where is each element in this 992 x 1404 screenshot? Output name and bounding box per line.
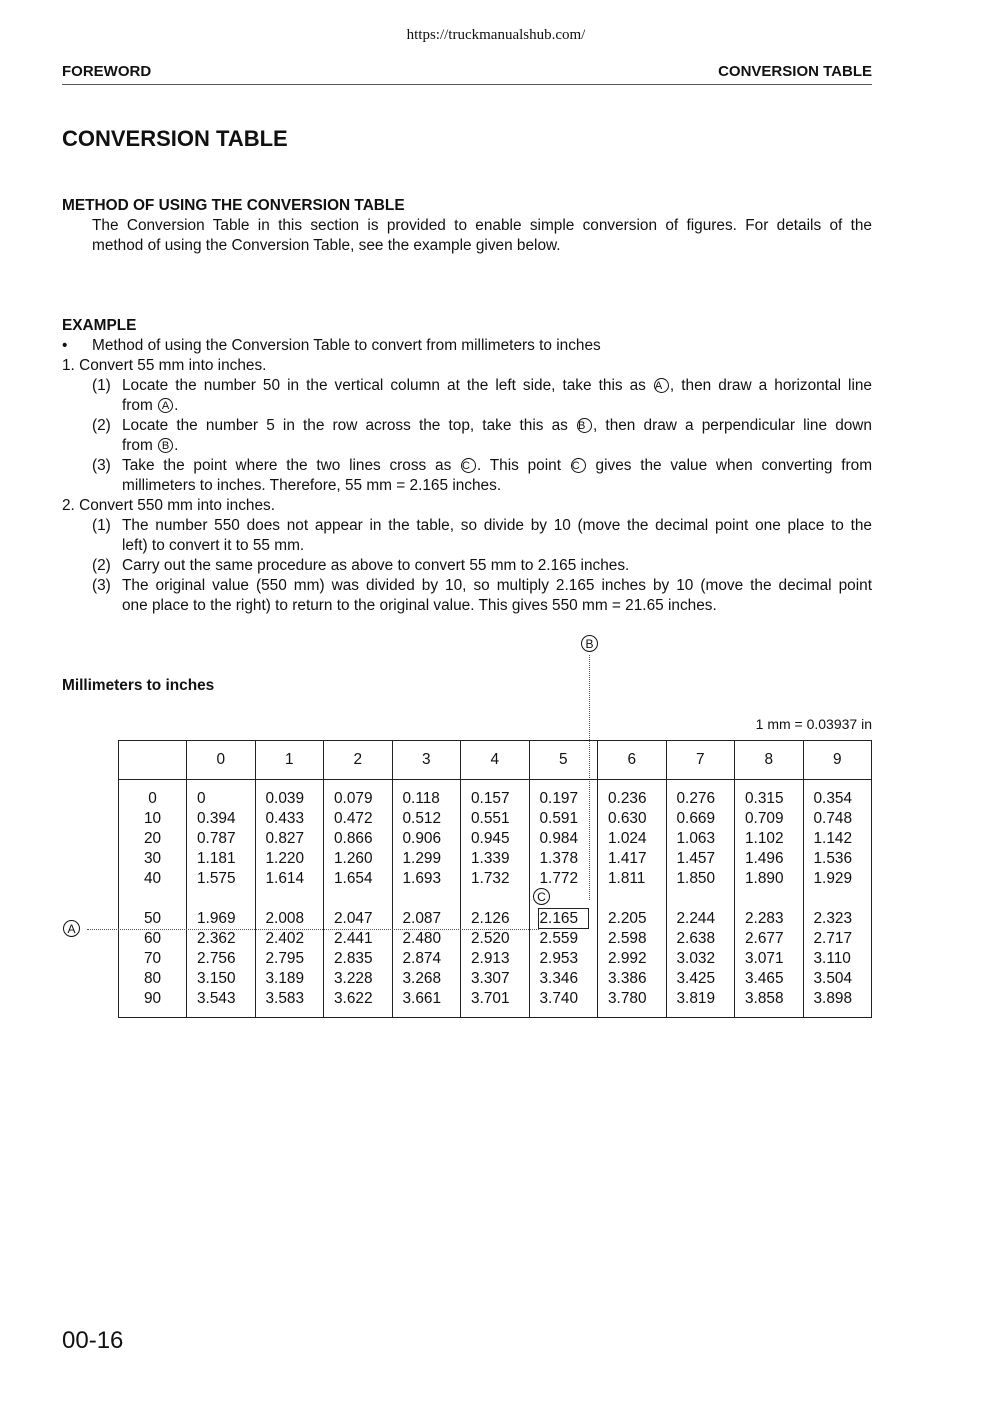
step-2-1-line2: left) to convert it to 55 mm. — [122, 537, 305, 554]
inch-value-r4-c2: 1.654 — [334, 870, 373, 887]
inch-value-r1-c2: 0.472 — [334, 810, 373, 827]
step-1-2-line2 — [122, 437, 178, 455]
row-gap — [471, 889, 529, 909]
inch-value-r6-c9: 2.717 — [813, 930, 853, 947]
step-1-3-text-c: gives the value when converting from — [595, 457, 873, 474]
inch-value-r1-c8: 0.709 — [745, 810, 784, 827]
inch-value-r9-c3: 3.661 — [402, 990, 442, 1007]
row-gap — [334, 889, 392, 909]
row-gap — [403, 889, 461, 909]
inch-value-r6-c1: 2.402 — [265, 930, 305, 947]
mm-value-2: 20 — [143, 830, 162, 847]
column-header-1: 1 — [255, 741, 324, 780]
step-2-title: 2. Convert 550 mm into inches. — [62, 497, 276, 514]
inch-value-r7-c5: 2.953 — [539, 950, 579, 967]
step-1-2-line1 — [122, 417, 872, 435]
inch-value-r1-c6: 0.630 — [608, 810, 647, 827]
step-2-1-number: (1) — [92, 517, 111, 534]
inch-value-r8-c6: 3.386 — [608, 970, 647, 987]
conversion-factor: 1 mm = 0.03937 in — [755, 716, 872, 732]
inch-value-r0-c5: 0.197 — [539, 790, 579, 807]
inch-value-r0-c4: 0.157 — [471, 790, 510, 807]
inch-value-r1-c5: 0.591 — [539, 810, 579, 827]
inch-value-r6-c2: 2.441 — [334, 930, 373, 947]
mm-value-7: 70 — [143, 950, 162, 967]
inch-value-r0-c7: 0.276 — [676, 790, 716, 807]
mm-column — [119, 780, 187, 1018]
value-column-6 — [598, 780, 667, 1018]
inch-value-r9-c6: 3.780 — [608, 990, 647, 1007]
inch-value-r5-c1: 2.008 — [265, 910, 305, 927]
inch-value-r4-c6: 1.811 — [608, 870, 646, 887]
example-bullet-text: Method of using the Conversion Table to convert from millimeters to inches — [92, 337, 601, 354]
column-header-6: 6 — [598, 741, 667, 780]
marker-a: A — [63, 920, 80, 937]
inch-value-r3-c9: 1.536 — [813, 850, 853, 867]
inch-value-r9-c0: 3.543 — [197, 990, 236, 1007]
inch-value-r7-c9: 3.110 — [813, 950, 851, 967]
row-gap — [266, 889, 324, 909]
inch-value-r1-c4: 0.551 — [471, 810, 510, 827]
mm-value-5: 50 — [143, 910, 162, 927]
step-2-3-number: (3) — [92, 577, 111, 594]
inch-value-r6-c6: 2.598 — [608, 930, 647, 947]
step-1-2-text-c: from — [122, 437, 153, 454]
inch-value-r5-c2: 2.047 — [334, 910, 373, 927]
page-title: CONVERSION TABLE — [62, 126, 288, 151]
inch-value-r3-c1: 1.220 — [265, 850, 305, 867]
inch-value-r9-c4: 3.701 — [471, 990, 510, 1007]
method-text-line2: method of using the Conversion Table, see the example given below. — [92, 237, 561, 254]
inch-value-r6-c5: 2.559 — [539, 930, 579, 947]
inch-value-r7-c4: 2.913 — [471, 950, 510, 967]
inch-value-r5-c7: 2.244 — [676, 910, 716, 927]
table-header-row — [119, 741, 872, 780]
step-2-3-line1: The original value (550 mm) was divided by 10, so multiply 2.165 inches by 10 (move the decimal point — [122, 577, 872, 594]
step-1-3-text-a: Take the point where the two lines cross as — [122, 457, 452, 474]
header-chapter: CONVERSION TABLE — [718, 63, 872, 80]
column-header-8: 8 — [735, 741, 804, 780]
row-gap — [608, 889, 666, 909]
inch-value-r0-c8: 0.315 — [745, 790, 784, 807]
inch-value-r4-c1: 1.614 — [265, 870, 305, 887]
header-section: FOREWORD — [62, 63, 152, 80]
step-2-2-line1: Carry out the same procedure as above to convert 55 mm to 2.165 inches. — [122, 557, 630, 574]
inch-value-r1-c9: 0.748 — [813, 810, 853, 827]
mm-value-9: 90 — [143, 990, 162, 1007]
inch-value-r8-c4: 3.307 — [471, 970, 510, 987]
inch-value-r6-c8: 2.677 — [745, 930, 784, 947]
inch-value-r0-c3: 0.118 — [402, 790, 440, 807]
value-column-3 — [392, 780, 461, 1018]
inch-value-r3-c3: 1.299 — [402, 850, 442, 867]
column-header-2: 2 — [324, 741, 393, 780]
inch-value-r8-c3: 3.268 — [402, 970, 442, 987]
value-column-2 — [324, 780, 393, 1018]
inch-value-r1-c0: 0.394 — [197, 810, 236, 827]
table-body-row — [119, 780, 872, 1018]
marker-c-inline: C — [571, 458, 586, 473]
conversion-table — [118, 740, 872, 1018]
step-1-1-text-b: , then draw a horizontal line — [669, 377, 872, 394]
step-1-2-text-a: Locate the number 5 in the row across the top, take this as — [122, 417, 568, 434]
inch-value-r3-c2: 1.260 — [334, 850, 373, 867]
inch-value-r6-c4: 2.520 — [471, 930, 510, 947]
table-caption: Millimeters to inches — [62, 677, 215, 694]
value-column-4 — [461, 780, 530, 1018]
inch-value-r9-c8: 3.858 — [745, 990, 784, 1007]
value-column-0 — [187, 780, 256, 1018]
inch-value-r4-c7: 1.850 — [676, 870, 716, 887]
inch-value-r2-c7: 1.063 — [676, 830, 716, 847]
row-gap — [119, 889, 186, 909]
inch-value-r6-c3: 2.480 — [402, 930, 442, 947]
marker-b: B — [581, 635, 598, 652]
inch-value-r6-c0: 2.362 — [197, 930, 236, 947]
inch-value-r5-c4: 2.126 — [471, 910, 510, 927]
row-gap — [814, 889, 872, 909]
value-column-1 — [255, 780, 324, 1018]
example-heading: EXAMPLE — [62, 317, 137, 334]
mm-value-4: 40 — [143, 870, 162, 887]
inch-value-r1-c3: 0.512 — [402, 810, 442, 827]
inch-value-r7-c8: 3.071 — [745, 950, 784, 967]
column-header-9: 9 — [803, 741, 872, 780]
inch-value-r5-c9: 2.323 — [813, 910, 853, 927]
inch-value-r4-c8: 1.890 — [745, 870, 784, 887]
inch-value-r5-c0: 1.969 — [197, 910, 236, 927]
header-rule — [62, 84, 872, 85]
inch-value-r8-c0: 3.150 — [197, 970, 236, 987]
inch-value-r8-c7: 3.425 — [676, 970, 716, 987]
inch-value-r5-c6: 2.205 — [608, 910, 647, 927]
inch-value-r0-c6: 0.236 — [608, 790, 647, 807]
inch-value-r8-c8: 3.465 — [745, 970, 784, 987]
inch-value-r3-c0: 1.181 — [197, 850, 236, 867]
inch-value-r5-c3: 2.087 — [402, 910, 442, 927]
step-1-3-line2: millimeters to inches. Therefore, 55 mm = 2.165 inches. — [122, 477, 502, 494]
inch-value-r3-c5: 1.378 — [539, 850, 579, 867]
inch-value-r3-c7: 1.457 — [676, 850, 716, 867]
column-header-4: 4 — [461, 741, 530, 780]
inch-value-r2-c0: 0.787 — [197, 830, 236, 847]
inch-value-r2-c4: 0.945 — [471, 830, 510, 847]
inch-value-r9-c9: 3.898 — [813, 990, 853, 1007]
inch-value-r0-c9: 0.354 — [813, 790, 853, 807]
row-gap — [197, 889, 255, 909]
column-header-5: 5 — [529, 741, 598, 780]
step-2-3-line2: one place to the right) to return to the original value. This gives 550 mm = 21.65 inches. — [122, 597, 717, 614]
inch-value-r2-c1: 0.827 — [265, 830, 305, 847]
step-1-2-number: (2) — [92, 417, 111, 434]
step-2-2-number: (2) — [92, 557, 111, 574]
inch-value-r9-c7: 3.819 — [676, 990, 716, 1007]
step-1-1-line2 — [122, 397, 178, 415]
mm-value-8: 80 — [143, 970, 162, 987]
inch-value-r4-c9: 1.929 — [813, 870, 853, 887]
inch-value-r2-c5: 0.984 — [539, 830, 579, 847]
inch-value-r8-c5: 3.346 — [539, 970, 579, 987]
mm-value-3: 30 — [143, 850, 162, 867]
mm-value-0: 0 — [148, 790, 157, 807]
marker-c: C — [533, 888, 550, 905]
mm-value-6: 60 — [143, 930, 162, 947]
step-1-2-text-b: , then draw a perpendicular line down — [593, 417, 872, 434]
inch-value-r3-c6: 1.417 — [608, 850, 647, 867]
mm-value-1: 10 — [143, 810, 162, 827]
inch-value-r8-c1: 3.189 — [265, 970, 305, 987]
inch-value-r7-c0: 2.756 — [197, 950, 236, 967]
step-1-title: 1. Convert 55 mm into inches. — [62, 357, 267, 374]
inch-value-r7-c6: 2.992 — [608, 950, 647, 967]
inch-value-r0-c1: 0.039 — [265, 790, 305, 807]
step-1-3-text-b: . This point — [477, 457, 561, 474]
inch-value-r9-c2: 3.622 — [334, 990, 373, 1007]
inch-value-r3-c4: 1.339 — [471, 850, 510, 867]
value-column-7 — [666, 780, 735, 1018]
method-heading: METHOD OF USING THE CONVERSION TABLE — [62, 197, 405, 214]
inch-value-r7-c2: 2.835 — [334, 950, 373, 967]
inch-value-r9-c1: 3.583 — [265, 990, 305, 1007]
marker-a-guide-line — [87, 929, 539, 930]
inch-value-r8-c9: 3.504 — [813, 970, 853, 987]
marker-c-inline: C — [461, 458, 476, 473]
inch-value-r7-c1: 2.795 — [265, 950, 305, 967]
inch-value-r4-c4: 1.732 — [471, 870, 510, 887]
method-text-line1: The Conversion Table in this section is provided to enable simple conversion of figures. For details of the — [92, 217, 872, 234]
row-gap — [677, 889, 735, 909]
column-header-3: 3 — [392, 741, 461, 780]
step-1-3-number: (3) — [92, 457, 111, 474]
inch-value-r2-c9: 1.142 — [813, 830, 853, 847]
inch-value-r2-c6: 1.024 — [608, 830, 647, 847]
result-highlight-box — [538, 908, 589, 929]
step-1-1-text-d: . — [174, 397, 179, 414]
marker-a-inline: A — [654, 378, 669, 393]
inch-value-r4-c0: 1.575 — [197, 870, 236, 887]
step-1-1-text-a: Locate the number 50 in the vertical column at the left side, take this as — [122, 377, 646, 394]
row-gap — [745, 889, 803, 909]
step-1-2-text-d: . — [174, 437, 179, 454]
inch-value-r5-c8: 2.283 — [745, 910, 784, 927]
column-header-0: 0 — [187, 741, 256, 780]
inch-value-r1-c7: 0.669 — [676, 810, 716, 827]
inch-value-r9-c5: 3.740 — [539, 990, 579, 1007]
inch-value-r2-c2: 0.866 — [334, 830, 373, 847]
inch-value-r4-c3: 1.693 — [402, 870, 442, 887]
inch-value-r6-c7: 2.638 — [676, 930, 716, 947]
inch-value-r8-c2: 3.228 — [334, 970, 373, 987]
bullet-mark: • — [62, 337, 68, 354]
inch-value-r5-c5: 2.165 — [539, 910, 579, 927]
step-1-1-text-c: from — [122, 397, 153, 414]
inch-value-r4-c5: 1.772 — [539, 870, 579, 887]
marker-b-inline: B — [158, 438, 173, 453]
step-2-1-line1: The number 550 does not appear in the table, so divide by 10 (move the decimal point one place to the — [122, 517, 872, 534]
inch-value-r2-c3: 0.906 — [402, 830, 442, 847]
inch-value-r1-c1: 0.433 — [265, 810, 305, 827]
page-number: 00-16 — [62, 1327, 124, 1354]
step-1-1-line1 — [122, 377, 872, 395]
inch-value-r0-c2: 0.079 — [334, 790, 373, 807]
table-corner-cell — [119, 741, 187, 780]
inch-value-r7-c3: 2.874 — [402, 950, 442, 967]
source-url[interactable]: https://truckmanualshub.com/ — [406, 27, 586, 43]
column-header-7: 7 — [666, 741, 735, 780]
marker-b-inline: B — [577, 418, 592, 433]
value-column-8 — [735, 780, 804, 1018]
value-column-9 — [803, 780, 872, 1018]
inch-value-r3-c8: 1.496 — [745, 850, 784, 867]
inch-value-r0-c0: 0 — [197, 790, 206, 807]
marker-a-inline: A — [158, 398, 173, 413]
inch-value-r7-c7: 3.032 — [676, 950, 716, 967]
step-1-1-number: (1) — [92, 377, 111, 394]
step-1-3-line1 — [122, 457, 872, 475]
inch-value-r2-c8: 1.102 — [745, 830, 784, 847]
